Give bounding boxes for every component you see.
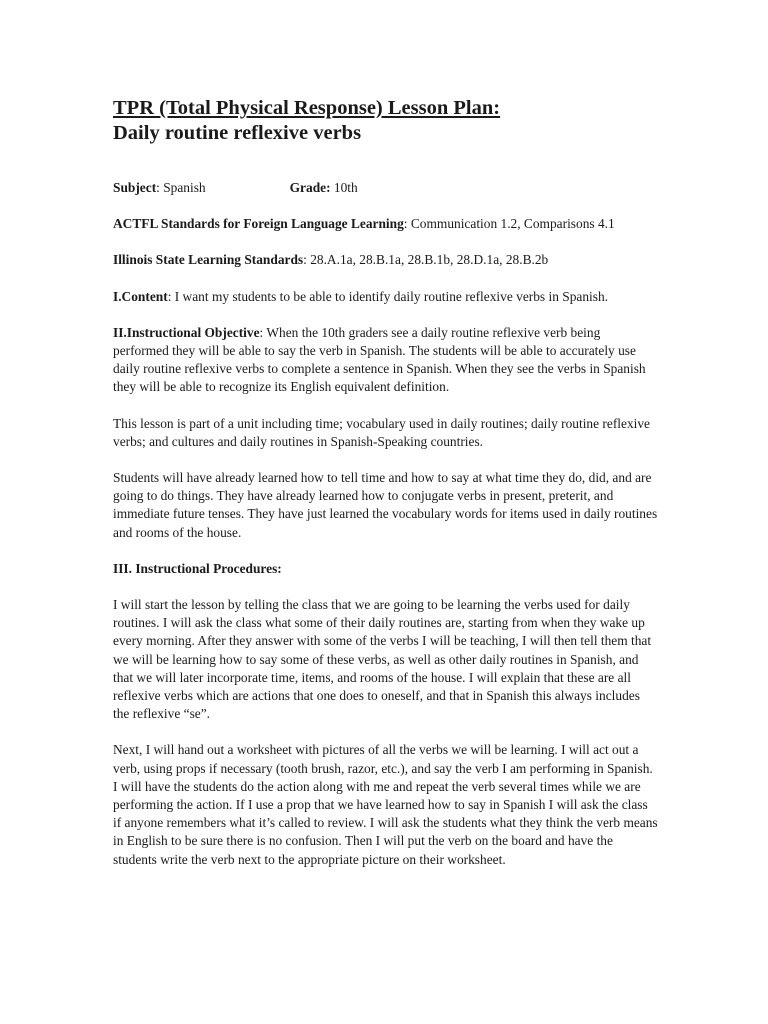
objective-section <box>113 324 658 397</box>
grade-label: Grade: <box>289 180 331 195</box>
subject-label: Subject <box>113 180 157 195</box>
content-section <box>113 288 658 306</box>
procedures-heading: III. Instructional Procedures: <box>113 560 282 576</box>
illinois-label: Illinois State Learning Standards <box>113 252 304 268</box>
content-text: : I want my students to be able to identify daily routine reflexive verbs in Spanish. <box>167 288 608 304</box>
document-page <box>113 96 658 869</box>
subject-value: : Spanish <box>156 180 206 195</box>
title-line-2: Daily routine reflexive verbs <box>113 122 362 144</box>
objective-label: II.Instructional Objective <box>113 324 260 340</box>
actfl-value: : Communication 1.2, Comparisons 4.1 <box>403 216 615 232</box>
title-line-1: TPR (Total Physical Response) Lesson Plan: <box>113 97 501 119</box>
unit-paragraph: This lesson is part of a unit including time; vocabulary used in daily routines; daily routine reflexive verbs; and cultures and daily routines in Spanish-Speaking countries. <box>113 415 650 449</box>
actfl-standards <box>113 215 658 233</box>
illinois-value: : 28.A.1a, 28.B.1a, 28.B.1b, 28.D.1a, 28.B.2b <box>303 252 549 268</box>
subject-grade-line <box>113 179 658 197</box>
actfl-label: ACTFL Standards for Foreign Language Learning <box>113 216 404 232</box>
document-title <box>113 96 658 146</box>
objective-text: : When the 10th graders see a daily routine reflexive verb being performed they will be able to say the verb in Spanish. The students will be able to accurately use daily routine reflexive verbs to complete a sentence in Spanish. When they see the verbs in Spanish they will be able to recognize its English equivalent definition. <box>113 324 646 395</box>
procedure-start-paragraph: I will start the lesson by telling the class that we are going to be learning the verbs used for daily routines. I will ask the class what some of their daily routines are, starting from when they wake up every morning. After they answer with some of the verbs I will be teaching, I will then tell them that we will be learning how to say some of these verbs, as well as other daily routines in Spanish, and that we will later incorporate time, items, and rooms of the house. I will explain that these are all reflexive verbs which are actions that one does to oneself, and that in Spanish this always includes the reflexive “se”. <box>113 597 652 722</box>
procedure-next-paragraph: Next, I will hand out a worksheet with pictures of all the verbs we will be learning. I will act out a verb, using props if necessary (tooth brush, razor, etc.), and say the verb I am performing in Spanish. I will have the students do the action along with me and repeat the verb several times while we are performing the action. If I use a prop that we have learned how to say in Spanish I will ask the class if anyone remembers what it’s called to review. I will ask the students what they think the verb means in English to be sure there is no confusion. Then I will put the verb on the board and have the students write the verb next to the appropriate picture on their worksheet. <box>113 742 658 867</box>
illinois-standards <box>113 251 658 269</box>
content-label: I.Content <box>113 288 168 304</box>
prior-knowledge-paragraph: Students will have already learned how to tell time and how to say at what time they do, did, and are going to do things. They have already learned how to conjugate verbs in present, preterit, and immediate future tenses. They have just learned the vocabulary words for items used in daily routines and rooms of the house. <box>113 470 658 540</box>
grade-value: 10th <box>330 180 358 195</box>
